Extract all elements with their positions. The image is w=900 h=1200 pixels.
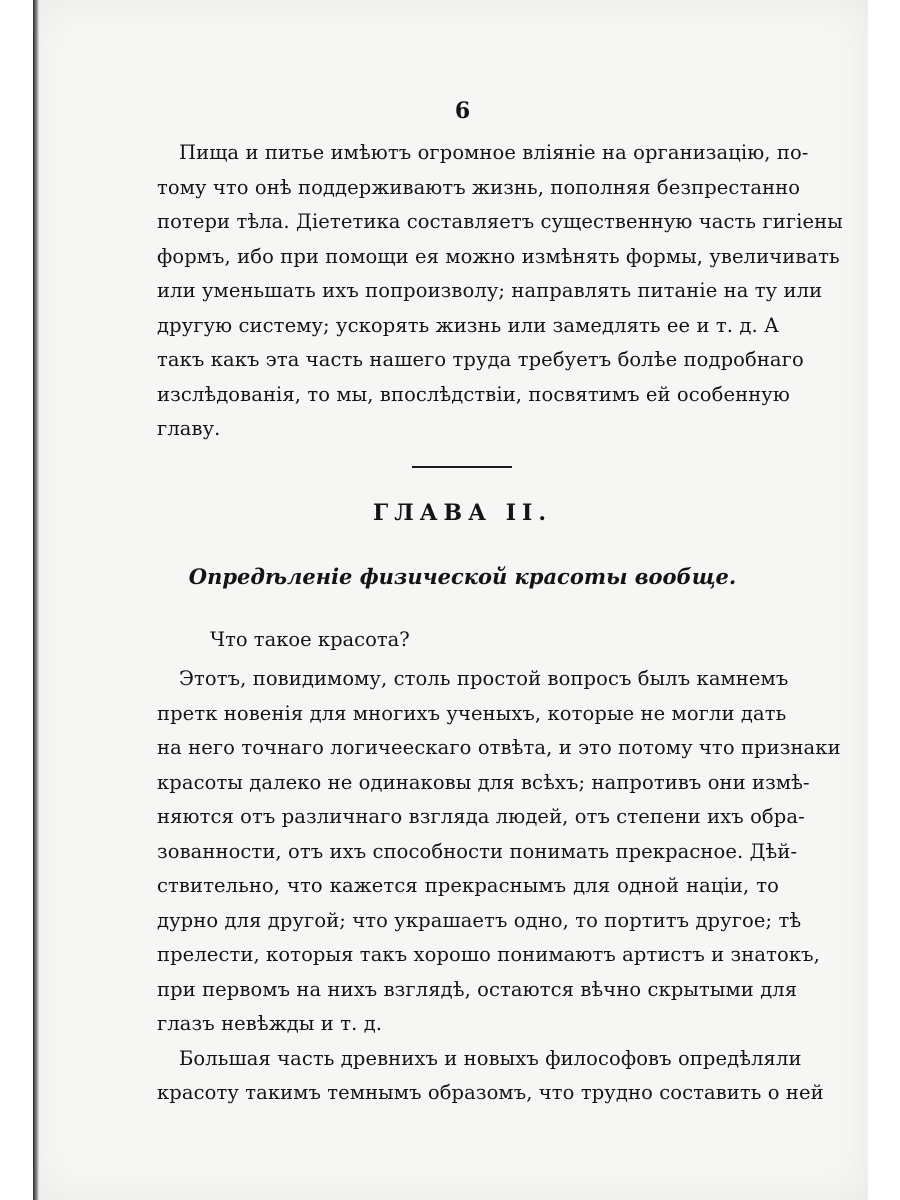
text-line: формъ, ибо при помощи ея можно измѣнять формы, увеличивать	[157, 244, 840, 268]
section-divider	[412, 466, 512, 468]
text-line: претк новенія для многихъ ученыхъ, которые не могли дать	[157, 701, 787, 725]
text-line: при первомъ на нихъ взглядѣ, остаются вѣчно скрытыми для	[157, 977, 798, 1001]
text-line: ствительно, что кажется прекраснымъ для одной націи, то	[157, 874, 779, 897]
text-line: Пища и питье имѣютъ огромное вліяніе на организацію, по-	[179, 141, 809, 164]
text-line: Этотъ, повидимому, столь простой вопросъ былъ камнемъ	[179, 667, 789, 690]
question-line: Что такое красота?	[210, 628, 410, 651]
text-line: изслѣдованія, то мы, впослѣдствіи, посвятимъ ей особенную	[157, 382, 790, 406]
paragraph-diet	[157, 136, 843, 447]
text-line: глазъ невѣжды и т. д.	[157, 1012, 383, 1035]
chapter-heading: ГЛАВА II.	[373, 500, 552, 526]
text-line: или уменьшать ихъ попроизволу; направлять питаніе на ту или	[157, 279, 823, 302]
page-number: 6	[454, 98, 471, 124]
text-line: главу.	[157, 417, 221, 440]
text-line: дурно для другой; что украшаетъ одно, то портитъ другое; тѣ	[157, 908, 802, 932]
text-line: другую систему; ускорять жизнь или замедлять ее и т. д. А	[157, 313, 779, 337]
text-line: прелести, которыя такъ хорошо понимаютъ артистъ и знатокъ,	[157, 943, 820, 966]
text-line: потери тѣла. Діететика составляетъ существенную часть гигіены	[157, 210, 843, 233]
text-line: красоты далеко не одинаковы для всѣхъ; напротивъ они измѣ-	[157, 770, 810, 794]
text-line: тому что онѣ поддерживаютъ жизнь, пополняя безпрестанно	[157, 175, 801, 199]
text-line: Большая часть древнихъ и новыхъ философовъ опредѣляли	[179, 1046, 802, 1070]
text-line: такъ какъ эта часть нашего труда требуетъ болѣе подробнаго	[157, 348, 804, 371]
paragraph-beauty	[157, 662, 841, 1111]
text-line: зованности, отъ ихъ способности понимать прекрасное. Дѣй-	[157, 839, 798, 863]
text-line: няются отъ различнаго взгляда людей, отъ степени ихъ обра-	[157, 805, 805, 828]
text-line: красоту такимъ темнымъ образомъ, что трудно составить о ней	[157, 1081, 824, 1104]
text-line: на него точнаго логичеескаго отвѣта, и это потому что признаки	[157, 736, 841, 759]
chapter-subtitle: Опредѣленіе физической красоты вообще.	[188, 564, 737, 589]
